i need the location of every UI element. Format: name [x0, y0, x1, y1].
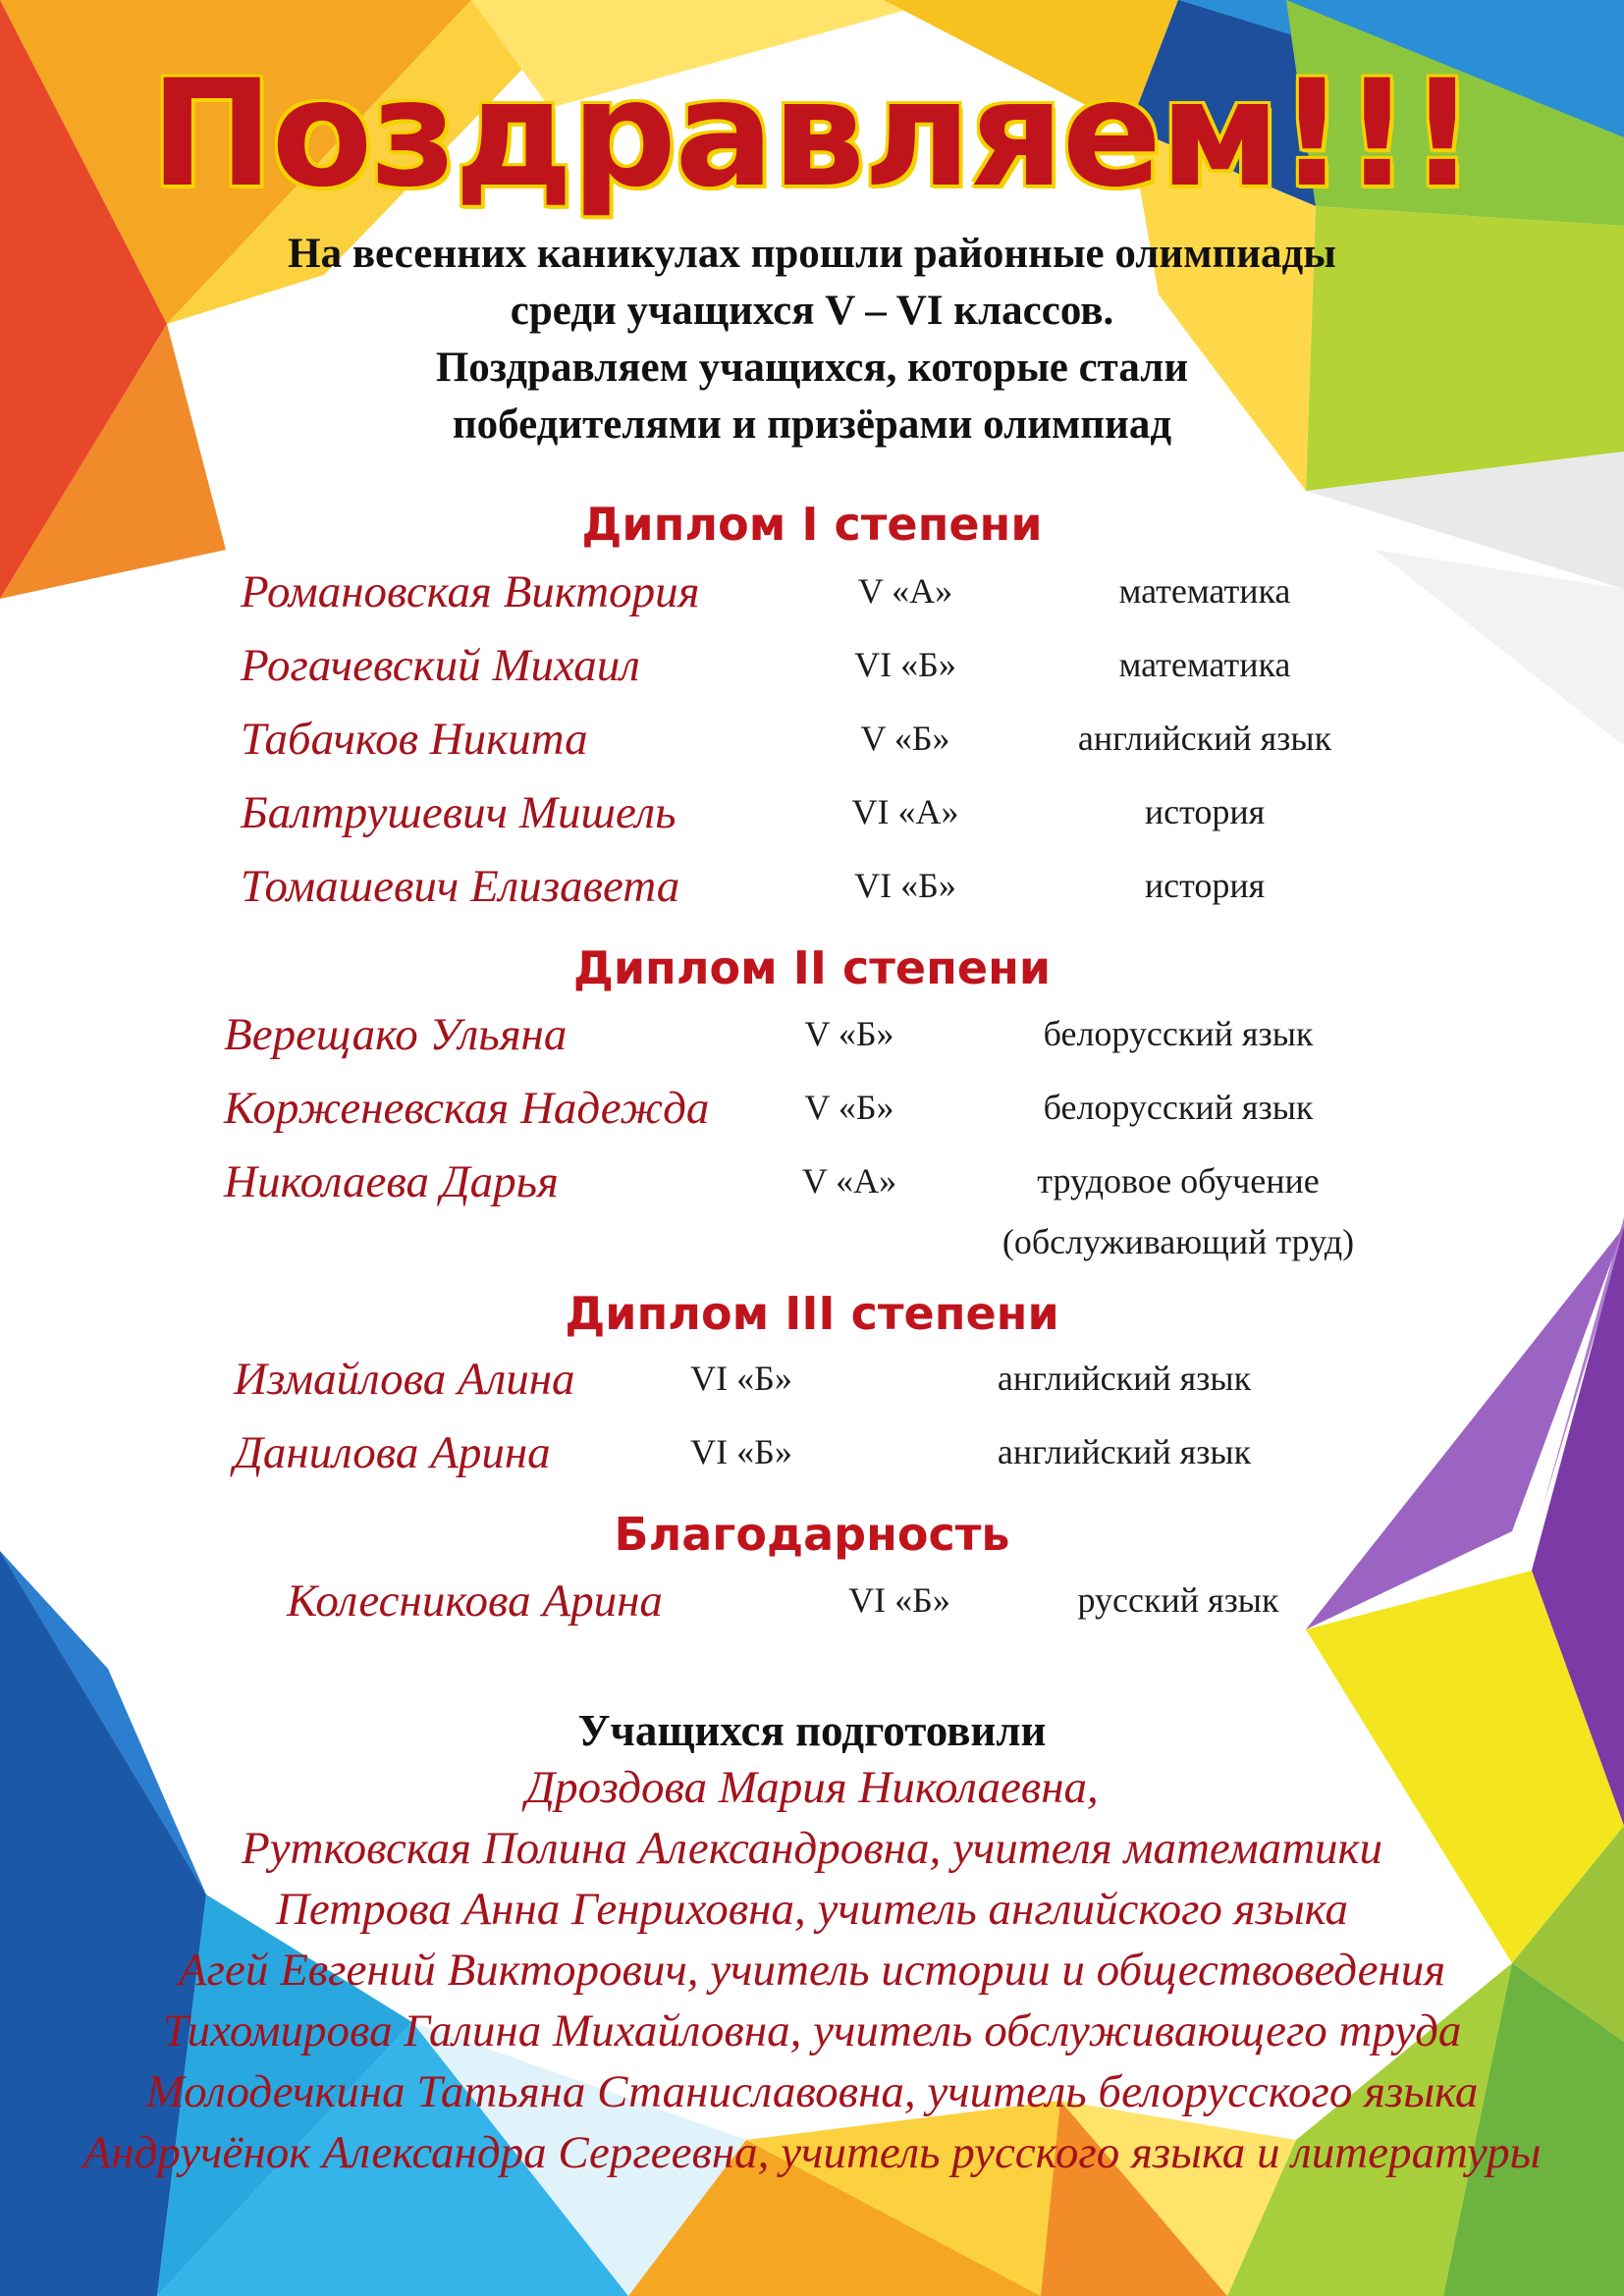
winner-name: Табачков Никита — [241, 714, 588, 765]
winner-class: V «Б» — [804, 1088, 894, 1127]
section-heading-diploma-1: Диплом I степени — [581, 498, 1043, 551]
winner-class: VI «Б» — [690, 1432, 792, 1471]
winner-name: Романовская Виктория — [241, 566, 700, 617]
teacher-line: Молодечкина Татьяна Станиславовна, учитель белорусского языка — [145, 2066, 1479, 2117]
teacher-line: Рутковская Полина Александровна, учителя математики — [241, 1823, 1383, 1874]
intro-line: среди учащихся V – VI классов. — [510, 288, 1114, 334]
winner-class: V «Б» — [804, 1014, 894, 1053]
prepared-by-heading: Учащихся подготовили — [577, 1706, 1047, 1755]
winner-subject: математика — [1118, 645, 1291, 684]
winner-subject: история — [1144, 866, 1266, 905]
winner-class: V «Б» — [860, 719, 950, 758]
section-heading-gratitude: Благодарность — [614, 1508, 1010, 1561]
winner-name: Измайлова Алина — [234, 1354, 575, 1405]
winner-name: Рогачевский Михаил — [241, 640, 640, 691]
winner-subject: белорусский язык — [1043, 1088, 1314, 1127]
winner-name: Корженевская Надежда — [224, 1083, 710, 1134]
winner-name: Томашевич Елизавета — [241, 861, 680, 912]
winner-class: V «А» — [857, 571, 953, 611]
winner-name: Николаева Дарья — [224, 1156, 559, 1207]
intro-line: Поздравляем учащихся, которые стали — [435, 345, 1189, 391]
winner-subject: трудовое обучение — [1037, 1161, 1320, 1201]
section-heading-diploma-3: Диплом III степени — [565, 1287, 1059, 1340]
winner-name: Колесникова Арина — [287, 1575, 663, 1627]
intro-text — [0, 226, 1624, 454]
winner-subject: английский язык — [1077, 719, 1332, 758]
teacher-line: Дроздова Мария Николаевна, — [525, 1762, 1099, 1813]
intro-line: На весенних каникулах прошли районные олимпиады — [288, 231, 1336, 277]
winner-subject: белорусский язык — [1043, 1014, 1314, 1053]
winner-class: V «А» — [801, 1161, 897, 1201]
winner-name: Балтрушевич Мишель — [241, 787, 677, 838]
section-heading-diploma-2: Диплом II степени — [572, 941, 1052, 994]
winner-class: VI «Б» — [690, 1359, 792, 1398]
teachers-list — [0, 1757, 1624, 2183]
winner-class: VI «Б» — [854, 645, 956, 684]
teacher-line: Андручёнок Александра Сергеевна, учитель русского языка и литературы — [82, 2127, 1542, 2178]
winner-subject: математика — [1118, 571, 1291, 611]
teacher-line: Петрова Анна Генриховна, учитель английского языка — [275, 1884, 1348, 1935]
winner-subject: английский язык — [997, 1359, 1252, 1398]
winner-subject-note: (обслуживающий труд) — [1001, 1222, 1355, 1261]
winner-name: Верещако Ульяна — [224, 1009, 568, 1060]
winner-class: VI «Б» — [854, 866, 956, 905]
intro-line: победителями и призёрами олимпиад — [452, 401, 1172, 448]
teacher-line: Агей Евгений Викторович, учитель истории и обществоведения — [178, 1945, 1446, 1996]
winner-class: VI «Б» — [848, 1580, 950, 1620]
winner-class: VI «А» — [851, 792, 959, 831]
teacher-line: Тихомирова Галина Михайловна, учитель обслуживающего труда — [162, 2005, 1462, 2056]
winner-name: Данилова Арина — [234, 1427, 551, 1478]
winner-subject: английский язык — [997, 1432, 1252, 1471]
page-title: Поздравляем!!! — [149, 49, 1475, 220]
winner-subject: история — [1144, 792, 1266, 831]
winner-subject: русский язык — [1077, 1580, 1279, 1620]
